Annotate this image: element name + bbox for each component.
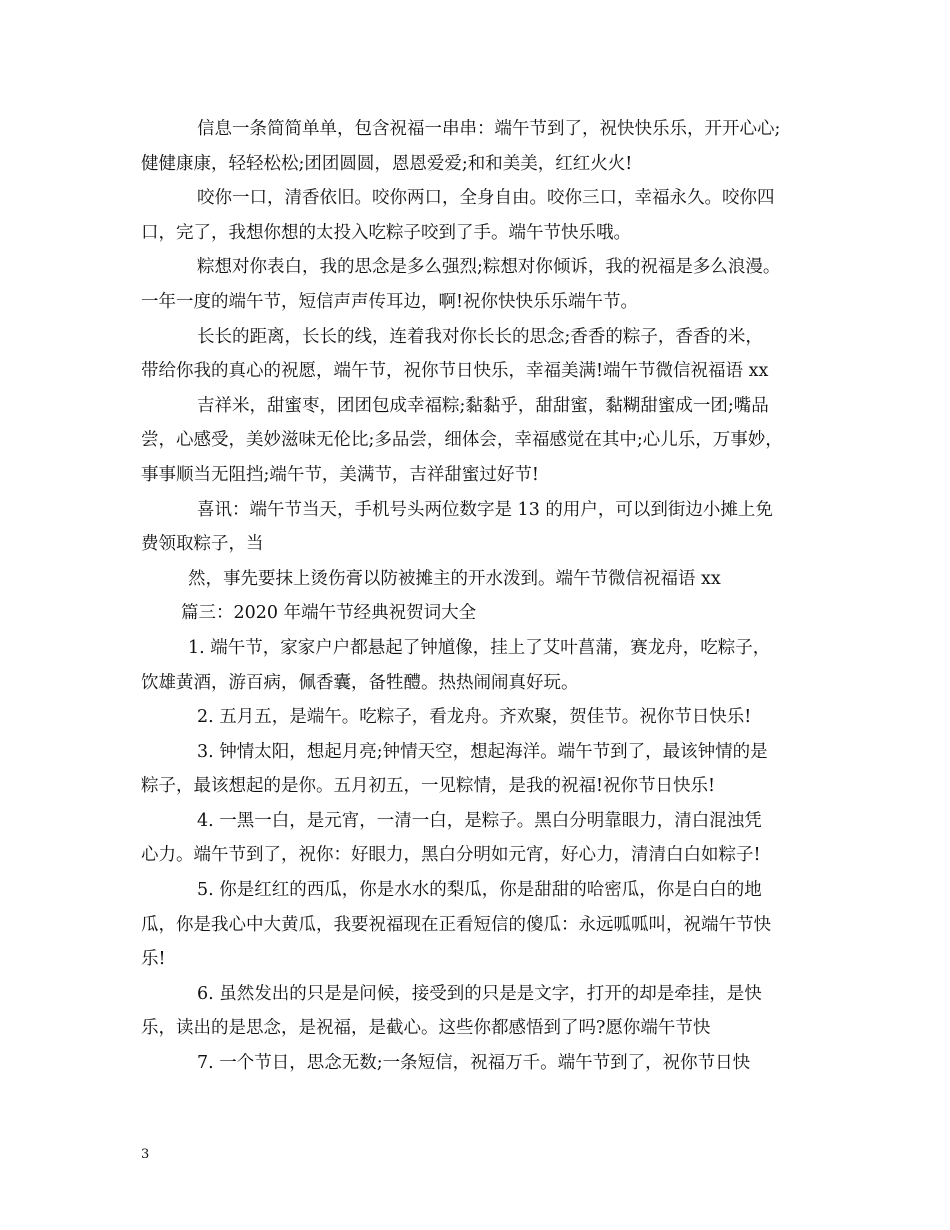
list-item-line: 3. 钟情太阳，想起月亮;钟情天空，想起海洋。端午节到了，最该钟情的是 [197, 741, 768, 762]
list-item-line: 5. 你是红红的西瓜，你是水水的梨瓜，你是甜甜的哈密瓜，你是白白的地 [197, 880, 762, 901]
paragraph-line: 然，事先要抹上烫伤膏以防被摊主的开水泼到。端午节微信祝福语 xx [188, 568, 721, 589]
document-body [141, 112, 831, 1081]
paragraph-line: 健健康康，轻轻松松;团团圆圆，恩恩爱爱;和和美美，红红火火! [141, 153, 633, 174]
paragraph-line: 咬你一口，清香依旧。咬你两口，全身自由。咬你三口，幸福永久。咬你四 [197, 188, 775, 209]
list-item-line: 4. 一黑一白，是元宵，一清一白，是粽子。黑白分明靠眼力，清白混浊凭 [197, 810, 762, 831]
list-item-line: 饮雄黄酒，游百病，佩香囊，备牲醴。热热闹闹真好玩。 [141, 672, 579, 693]
list-item-line: 1. 端午节，家家户户都悬起了钟馗像，挂上了艾叶菖蒲，赛龙舟，吃粽子， [188, 637, 771, 658]
paragraph-line: 带给你我的真心的祝愿，端午节，祝你节日快乐，幸福美满!端午节微信祝福语 xx [141, 361, 769, 382]
list-item-line: 6. 虽然发出的只是是问候，接受到的只是是文字，打开的却是牵挂，是快 [197, 983, 762, 1004]
list-item-line: 瓜，你是我心中大黄瓜，我要祝福现在正看短信的傻瓜：永远呱呱叫，祝端午节快 [141, 914, 771, 935]
list-item-line: 2. 五月五，是端午。吃粽子，看龙舟。齐欢聚，贺佳节。祝你节日快乐! [197, 707, 752, 728]
section-heading: 篇三：2020 年端午节经典祝贺词大全 [181, 603, 477, 624]
paragraph-line: 尝，心感受，美妙滋味无伦比;多品尝，细体会，幸福感觉在其中;心儿乐，万事妙， [141, 430, 783, 451]
paragraph-line: 口，完了，我想你想的太投入吃粽子咬到了手。端午节快乐哦。 [141, 222, 631, 243]
paragraph-line: 事事顺当无阻挡;端午节，美满节，吉祥甜蜜过好节! [141, 464, 539, 485]
paragraph-line: 费领取粽子，当 [141, 534, 264, 555]
list-item-line: 乐! [141, 949, 166, 970]
list-item-line: 乐，读出的是思念，是祝福，是截心。这些你都感悟到了吗?愿你端午节快 [141, 1018, 711, 1039]
paragraph-line: 喜讯：端午节当天，手机号头两位数字是 13 的用户，可以到街边小摊上免 [197, 499, 773, 520]
paragraph-line: 长长的距离，长长的线，连着我对你长长的思念;香香的粽子，香香的米， [197, 326, 763, 347]
paragraph-line: 信息一条简简单单，包含祝福一串串：端午节到了，祝快快乐乐，开开心心; [197, 119, 781, 139]
page-number: 3 [141, 1147, 150, 1162]
list-item-line: 粽子，最该想起的是你。五月初五，一见粽情，是我的祝福!祝你节日快乐! [141, 776, 716, 797]
paragraph-line: 粽想对你表白，我的思念是多么强烈;粽想对你倾诉，我的祝福是多么浪漫。 [197, 257, 781, 278]
list-item-line: 心力。端午节到了，祝你：好眼力，黑白分明如元宵，好心力，清清白白如粽子! [141, 845, 761, 866]
paragraph-line: 吉祥米，甜蜜枣，团团包成幸福粽;黏黏乎，甜甜蜜，黏糊甜蜜成一团;嘴品 [197, 395, 769, 416]
paragraph-line: 一年一度的端午节，短信声声传耳边，啊!祝你快快乐乐端午节。 [141, 291, 639, 312]
list-item-line: 7. 一个节日，思念无数;一条短信，祝福万千。端午节到了，祝你节日快 [197, 1053, 751, 1074]
